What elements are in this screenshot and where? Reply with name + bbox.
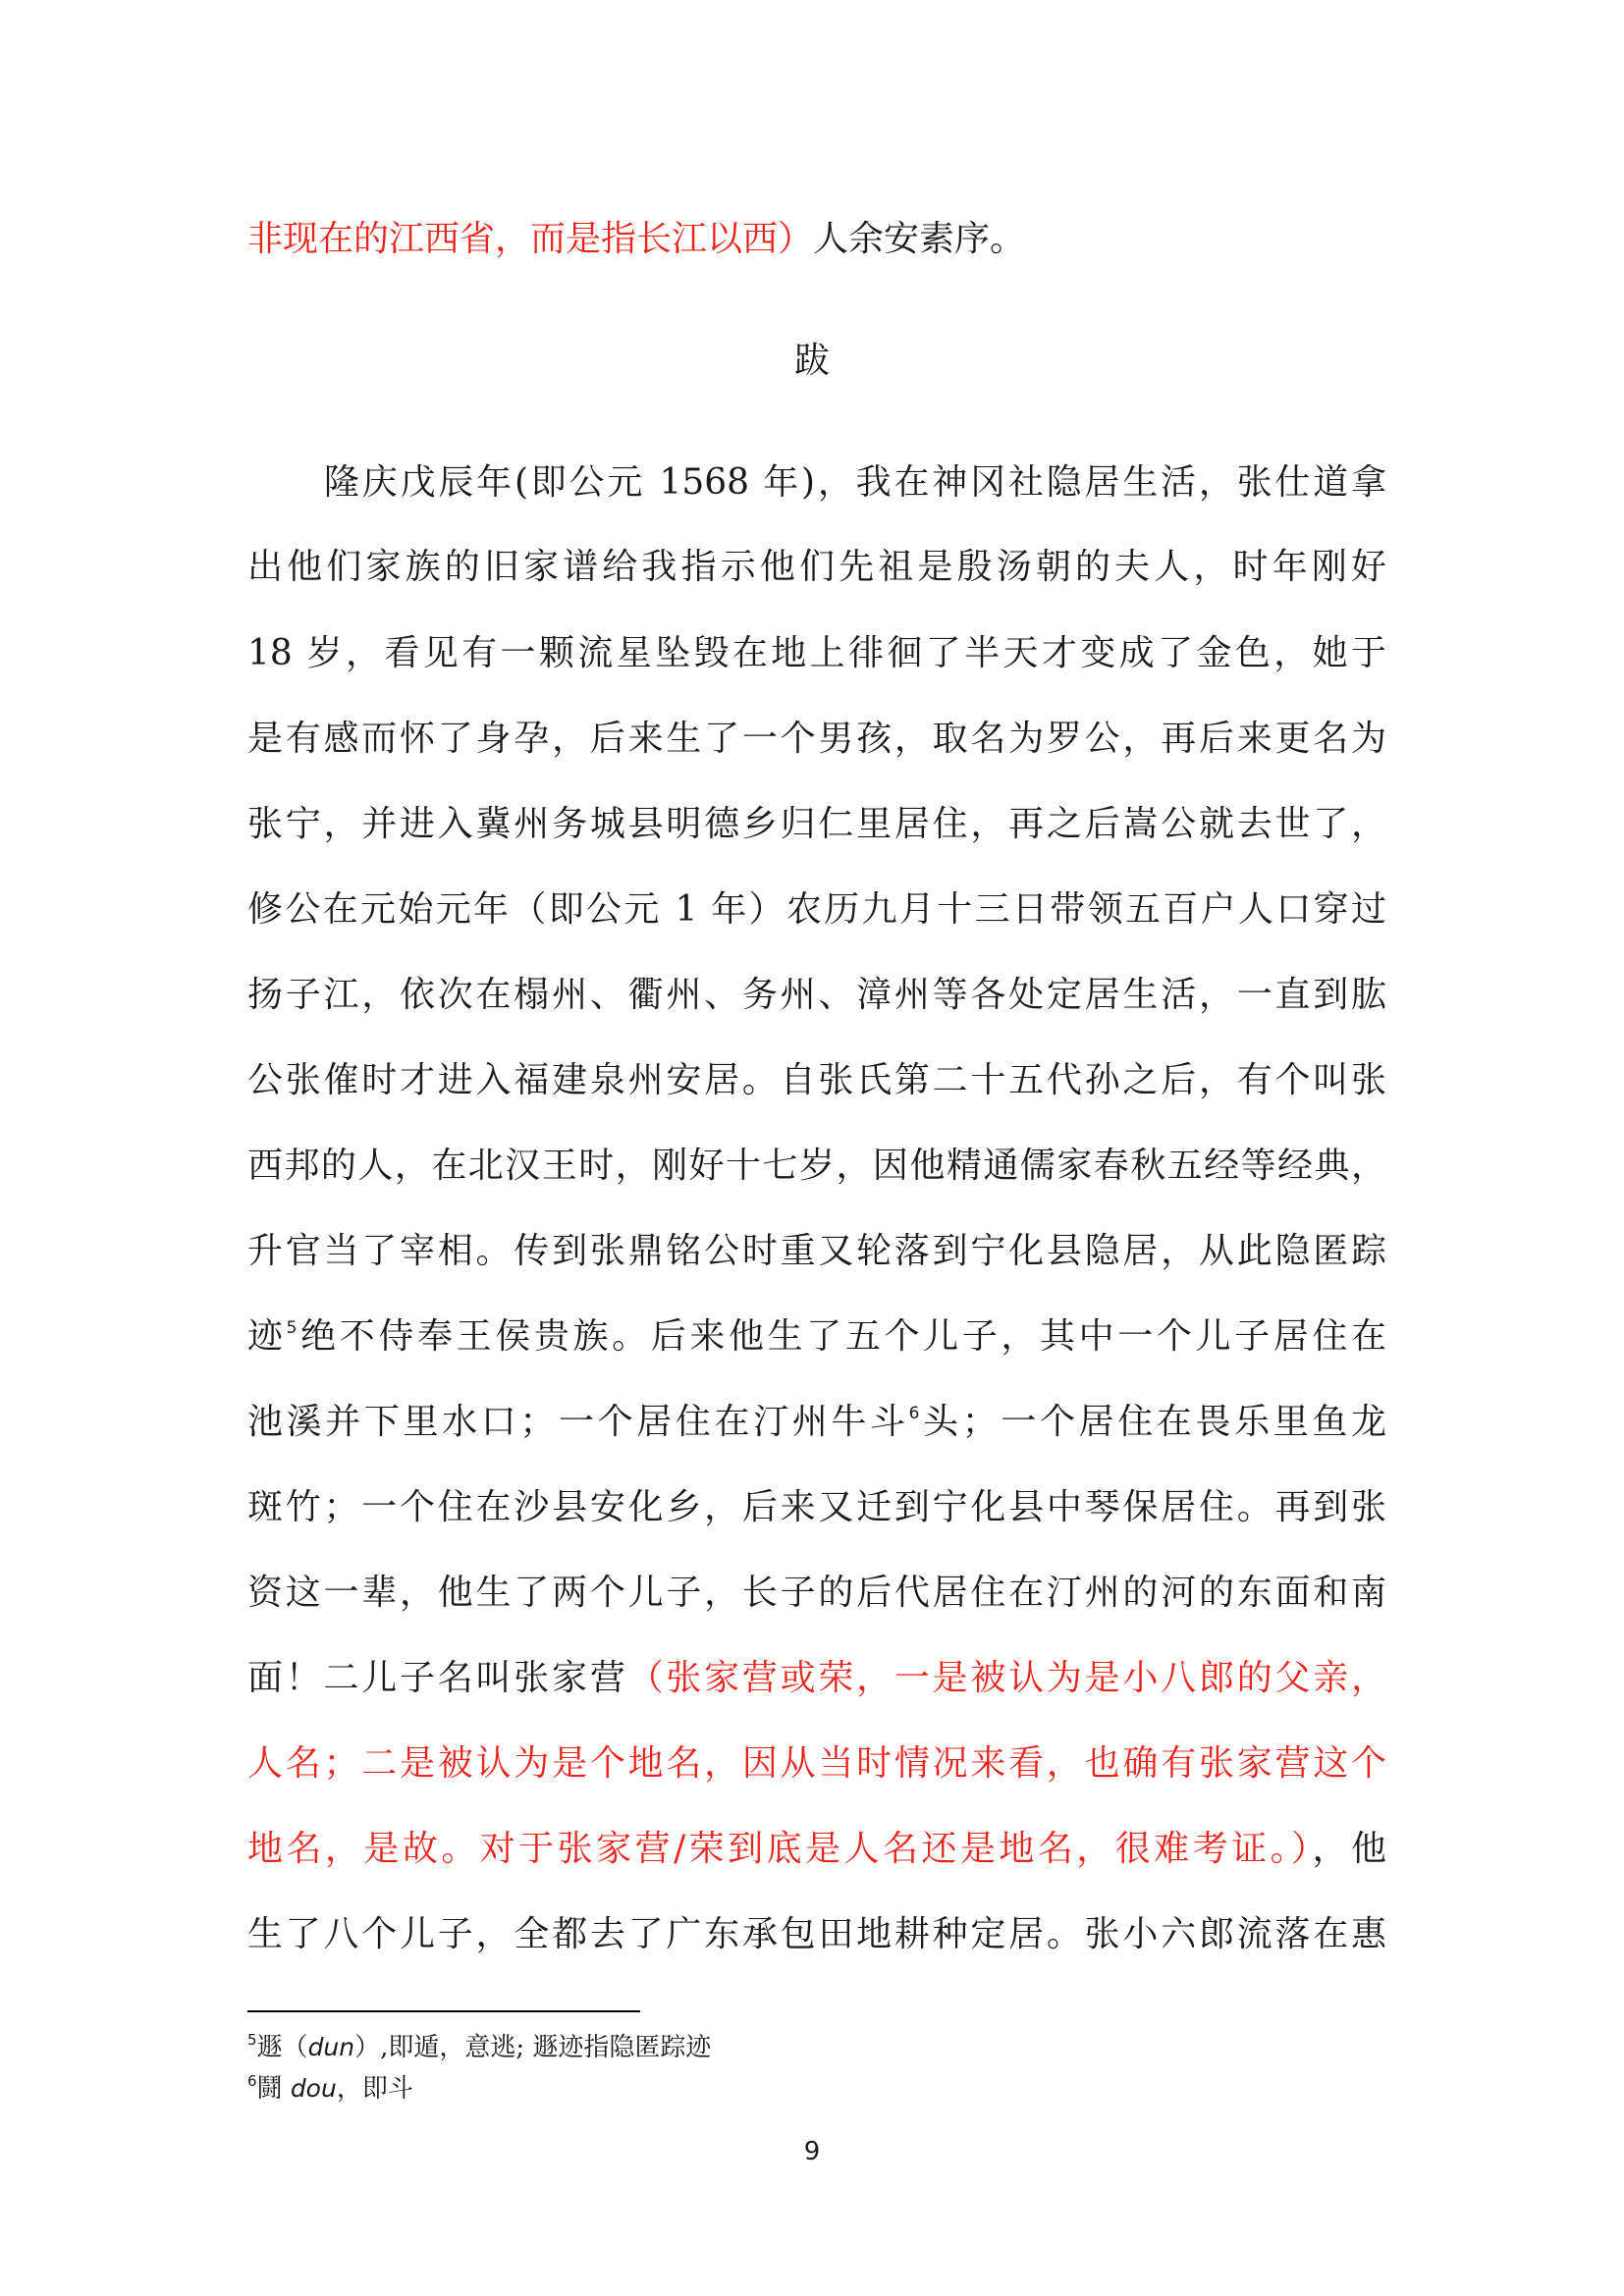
paragraph-line: 隆庆戊辰年(即公元 1568 年)，我在神冈社隐居生活，张仕道拿	[324, 462, 1386, 503]
paragraph-line: 生了八个儿子，全都去了广东承包田地耕种定居。张小六郎流落在惠	[247, 1914, 1386, 1954]
paragraph-line: 扬子江，依次在榻州、衢州、务州、漳州等各处定居生活，一直到肱	[247, 975, 1386, 1015]
paragraph-line: 斑竹；一个住在沙县安化乡，后来又迁到宁化县中琴保居住。再到张	[247, 1487, 1386, 1527]
paragraph-line	[247, 1308, 1386, 1366]
footnote-5	[247, 2028, 711, 2067]
paragraph-line	[247, 1820, 1386, 1879]
paragraph-line: 张宁，并进入冀州务城县明德乡归仁里居住，再之后嵩公就去世了，	[247, 804, 1386, 844]
footnote-separator	[247, 2010, 640, 2012]
line-text: 面！二儿子名叫张家营	[247, 1658, 628, 1698]
footnote-text: 鬪	[256, 2074, 291, 2104]
line-text: ，他	[1312, 1829, 1386, 1869]
footnote-number: 5	[247, 2031, 257, 2049]
footnote-text: 遯（	[256, 2033, 308, 2062]
paragraph-line: 是有感而怀了身孕，后来生了一个男孩，取名为罗公，再后来更名为	[247, 719, 1386, 759]
footnote-6	[247, 2069, 413, 2109]
red-annotation: （张家营或荣，一是被认为是小八郎的父亲，	[627, 1658, 1386, 1698]
footnote-text: ）,即遁，意逃; 遯迹指隐匿踪迹	[354, 2033, 712, 2062]
paragraph-line: 18 岁，看见有一颗流星坠毁在地上徘徊了半天才变成了金色，她于	[247, 633, 1386, 673]
red-annotation: 非现在的江西省，而是指长江以西）	[247, 219, 814, 259]
footnote-text: ，即斗	[336, 2074, 413, 2104]
red-annotation-line: 人名；二是被认为是个地名，因从当时情况来看，也确有张家营这个	[247, 1743, 1386, 1784]
footnote-number: 6	[247, 2072, 257, 2090]
line-text: 迹	[247, 1316, 287, 1357]
paragraph-line: 升官当了宰相。传到张鼎铭公时重又轮落到宁化县隐居，从此隐匿踪	[247, 1231, 1386, 1271]
footnote-pinyin: dun	[307, 2033, 355, 2061]
paragraph-line: 出他们家族的旧家谱给我指示他们先祖是殷汤朝的夫人，时年刚好	[247, 547, 1386, 587]
continuation-line	[247, 210, 1386, 269]
line-text: 绝不侍奉王侯贵族。后来他生了五个儿子，其中一个儿子居住在	[297, 1316, 1386, 1357]
footnote-marker-6[interactable]: 6	[908, 1404, 920, 1423]
body-text: 人余安素序。	[813, 219, 1026, 259]
line-text: 池溪并下里水口；一个居住在汀州牛斗	[247, 1402, 909, 1442]
section-title: 跋	[793, 341, 830, 381]
paragraph-line	[247, 1649, 1386, 1708]
paragraph-line	[247, 1393, 1386, 1452]
footnote-pinyin: dou	[290, 2074, 337, 2103]
red-annotation: 地名，是故。对于张家营/荣到底是人名还是地名，很难考证。）	[247, 1829, 1313, 1869]
page-number: 9	[803, 2137, 821, 2166]
paragraph-line: 资这一辈，他生了两个儿子，长子的后代居住在汀州的河的东面和南	[247, 1573, 1386, 1613]
line-text: 头；一个居住在畏乐里鱼龙	[919, 1402, 1386, 1442]
paragraph-line: 西邦的人，在北汉王时，刚好十七岁，因他精通儒家春秋五经等经典，	[247, 1146, 1386, 1186]
paragraph-line: 修公在元始元年（即公元 1 年）农历九月十三日带领五百户人口穿过	[247, 889, 1386, 930]
paragraph-line: 公张傕时才进入福建泉州安居。自张氏第二十五代孙之后，有个叫张	[247, 1060, 1386, 1100]
footnote-marker-5[interactable]: 5	[286, 1318, 298, 1338]
